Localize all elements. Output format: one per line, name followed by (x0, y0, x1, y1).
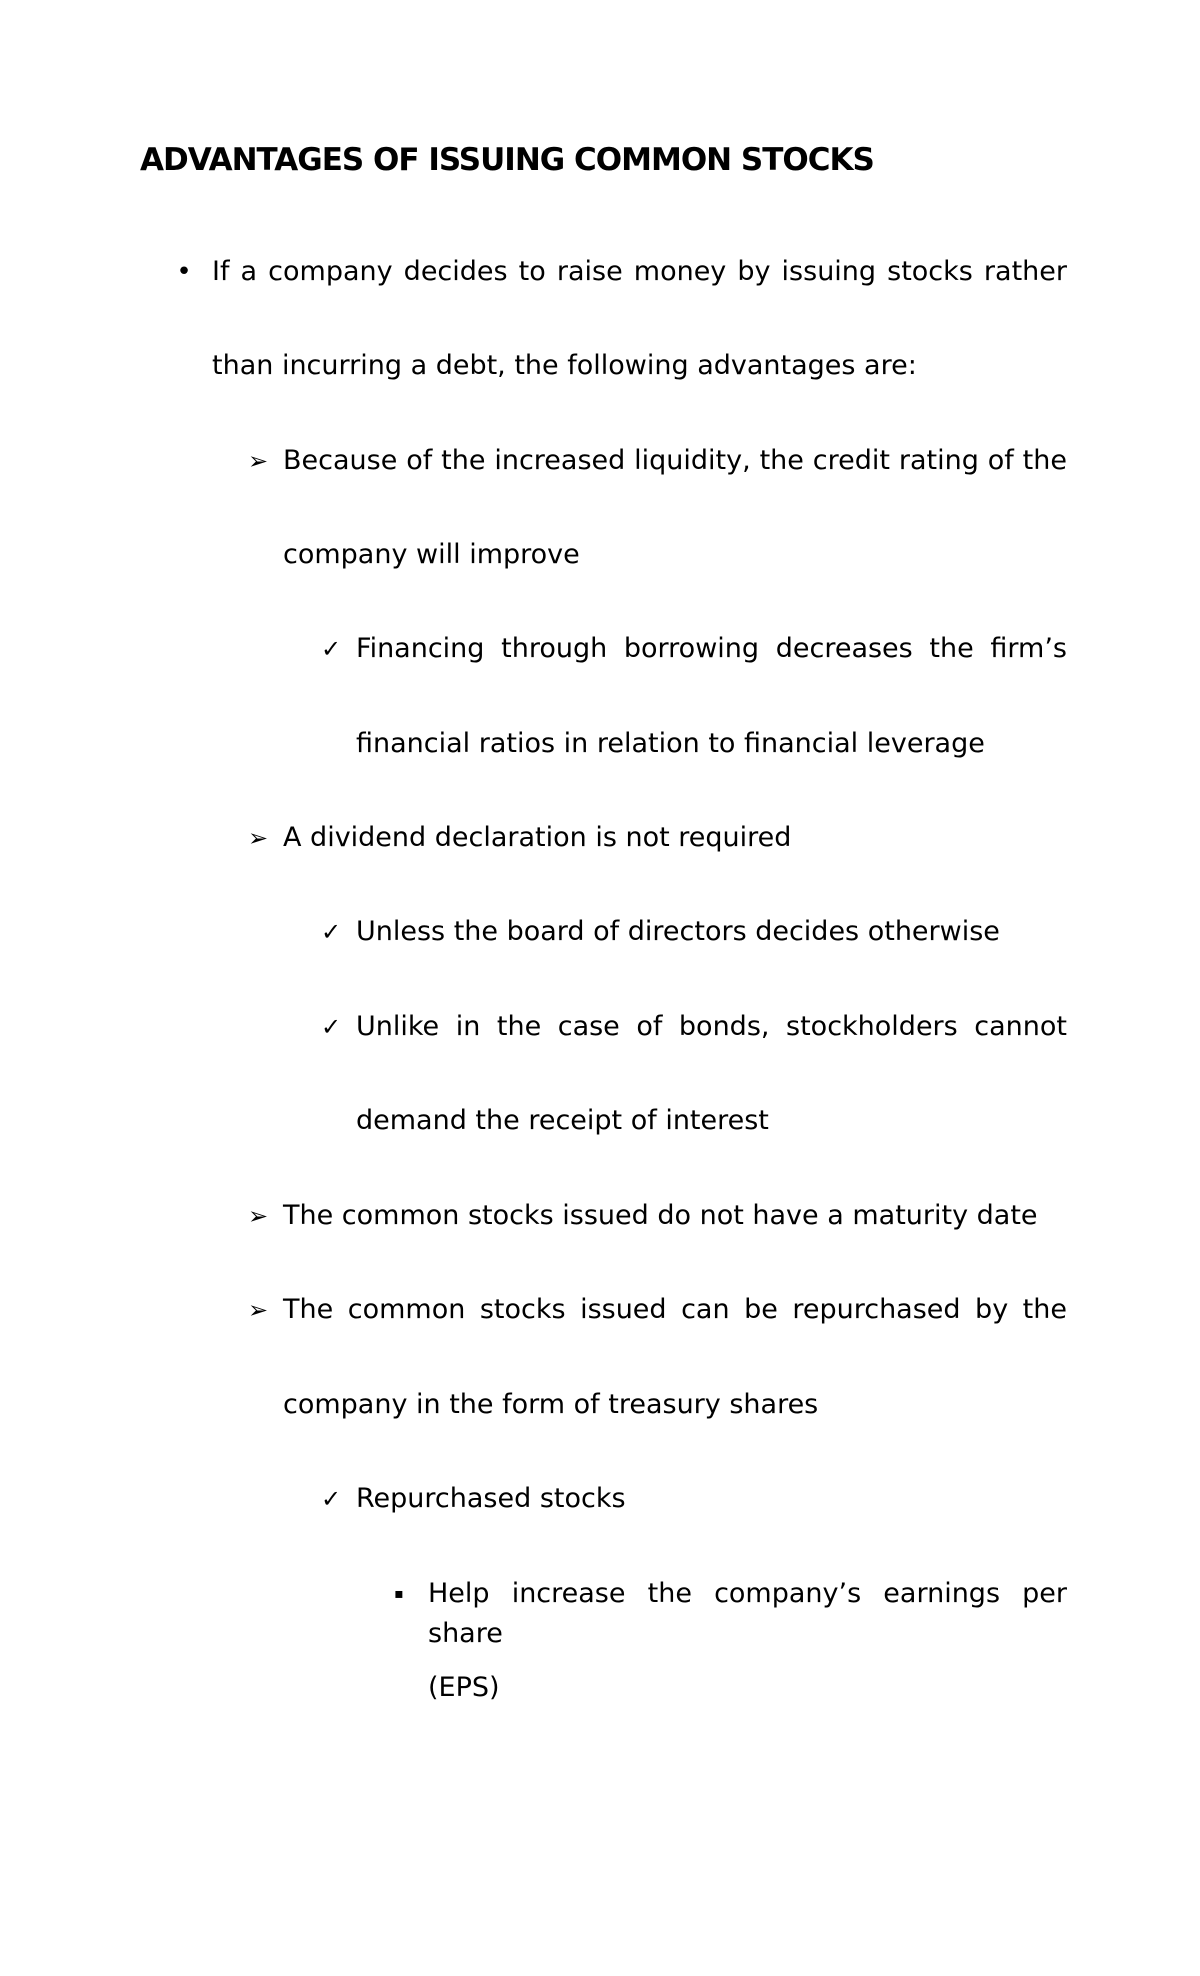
paragraph-line: If a company decides to raise money by issuing stocks rather (212, 256, 1067, 287)
paragraph-line: company will improve (283, 539, 580, 570)
paragraph-line: than incurring a debt, the following advantages are: (212, 350, 917, 381)
check-bullet-marker: ✓ (320, 918, 342, 946)
check-bullet-marker: ✓ (320, 1013, 342, 1041)
paragraph-line: Unlike in the case of bonds, stockholders cannot (356, 1011, 1067, 1042)
paragraph-line: The common stocks issued can be repurchased by the (283, 1294, 1067, 1325)
paragraph-line: Because of the increased liquidity, the credit rating of the (283, 445, 1067, 476)
page-title: ADVANTAGES OF ISSUING COMMON STOCKS (140, 142, 874, 178)
paragraph-line: Financing through borrowing decreases the firm’s (356, 633, 1067, 664)
paragraph-line: Help increase the company’s earnings per share (428, 1578, 1067, 1649)
paragraph-line: (EPS) (428, 1672, 500, 1703)
paragraph-line: Repurchased stocks (356, 1483, 626, 1514)
check-bullet-marker: ✓ (320, 635, 342, 663)
paragraph-line: company in the form of treasury shares (283, 1389, 819, 1420)
arrow-bullet-marker: ➢ (247, 824, 269, 852)
paragraph-line: demand the receipt of interest (356, 1105, 769, 1136)
check-bullet-marker: ✓ (320, 1485, 342, 1513)
arrow-bullet-marker: ➢ (247, 447, 269, 475)
paragraph-line: financial ratios in relation to financial leverage (356, 728, 985, 759)
paragraph-line: Unless the board of directors decides otherwise (356, 916, 1000, 947)
arrow-bullet-marker: ➢ (247, 1296, 269, 1324)
bullet-marker: • (176, 257, 192, 287)
paragraph-line: The common stocks issued do not have a maturity date (283, 1200, 1038, 1231)
paragraph-line: A dividend declaration is not required (283, 822, 792, 853)
arrow-bullet-marker: ➢ (247, 1202, 269, 1230)
square-bullet-marker: ▪ (394, 1586, 404, 1602)
